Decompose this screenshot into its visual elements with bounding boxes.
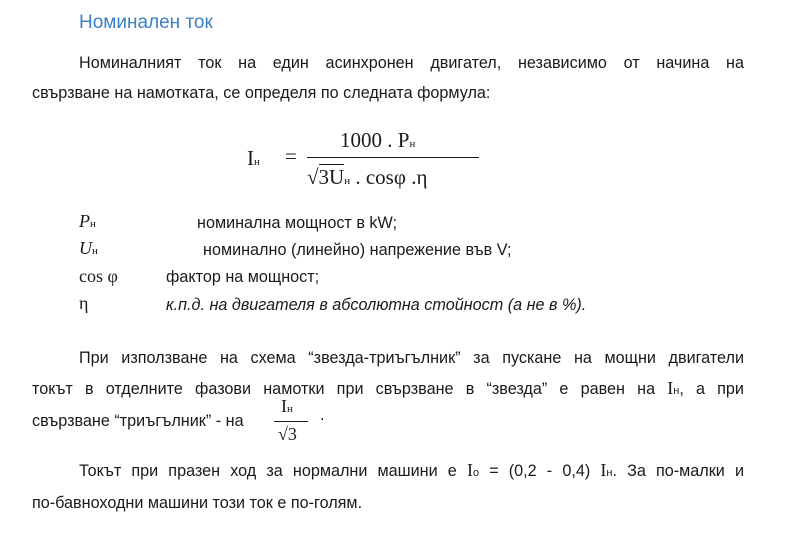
rated-current-formula [247,124,487,199]
star-delta-paragraph [32,343,744,436]
formula-numerator: 1000 . Pн [340,128,416,152]
phase-current-fraction-num: Iн [281,396,293,416]
no-load-line-2: по-бавноходни машини този ток е по-голям. [32,494,363,512]
def-text-p: номинална мощност в kW; [197,214,398,232]
intro-line-1: Номиналният ток на един асинхронен двигател, независимо от начина на [79,54,744,72]
formula-lhs: Iн [247,146,260,170]
def-symbol-p: Pн [79,211,96,231]
fraction-bar [307,157,479,158]
def-symbol-cos: cos φ [79,266,118,286]
def-text-eta: к.п.д. на двигателя в абсолютна стойност (а не в %). [166,296,587,314]
def-text-u: номинално (линейно) напрежение във V; [203,241,512,259]
intro-paragraph [32,48,744,108]
no-load-paragraph [32,455,744,518]
def-symbol-eta: η [79,293,89,313]
phase-current-fraction-den: √3 [278,424,297,444]
intro-line-2: свързване на намотката, се определя по следната формула: [32,84,491,102]
star-delta-line-3: свързване “триъгълник” - на [32,412,244,430]
no-load-line-1: Токът при празен ход за нормални машини е Io = (0,2 - 0,4) Iн. За по-малки и [79,460,745,480]
phase-fraction-bar [274,421,308,422]
page-heading: Номинален ток [79,12,213,33]
star-delta-end-dot: . [320,406,325,424]
star-delta-line-2: токът в отделните фазови намотки при свързване в “звезда” е равен на Iн, а при [32,378,744,398]
formula-equals: = [285,144,297,168]
def-symbol-u: Uн [79,238,98,258]
def-text-cos: фактор на мощност; [166,268,320,286]
star-delta-line-1: При използване на схема “звезда-триъгълник” за пускане на мощни двигатели [79,349,744,367]
formula-denominator: √3Uн . cosφ .η [307,165,428,189]
